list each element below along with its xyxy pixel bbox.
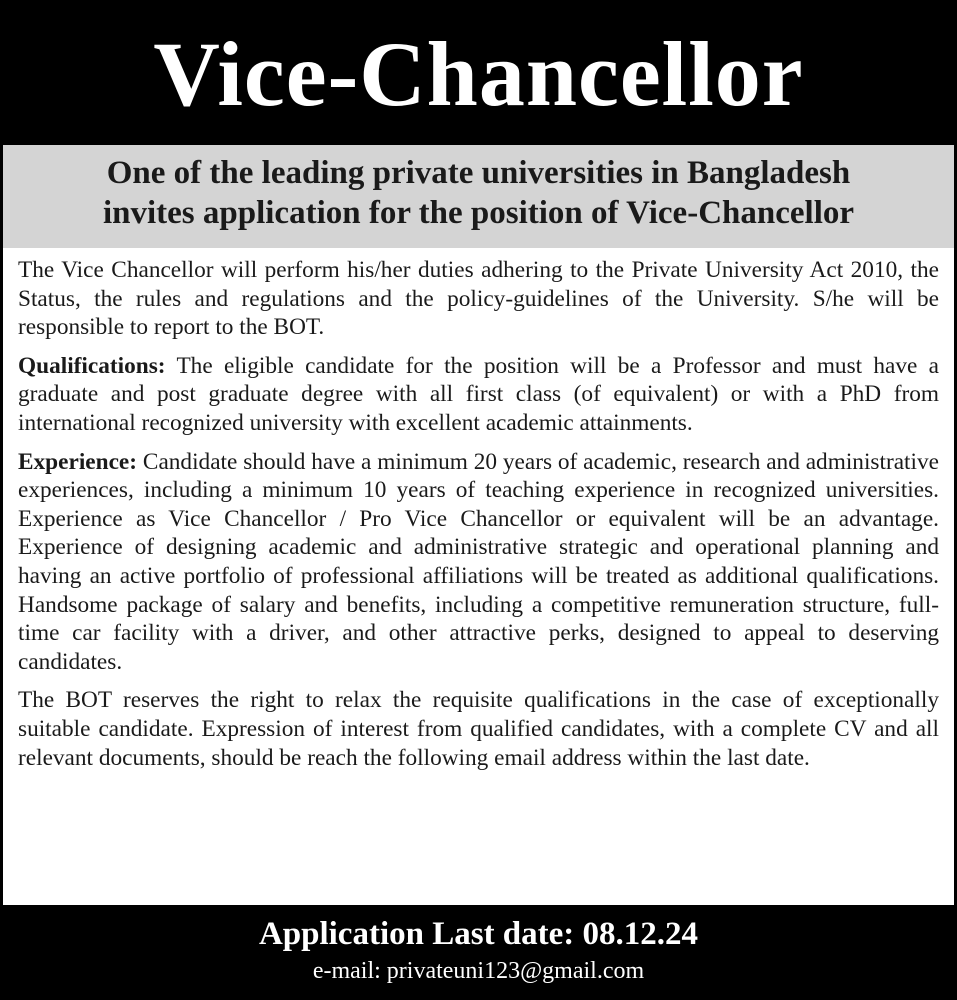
intro-paragraph: The Vice Chancellor will perform his/her duties adhering to the Private University Act 2010, the Status, the rules and regulations and the policy-guidelines of the University. S/he will be responsible to report to the BOT. xyxy=(18,257,939,341)
advertisement-body xyxy=(3,248,954,906)
qualifications-text: The eligible candidate for the position will be a Professor and must have a graduate and post graduate degree with all first class (of equivalent) or with a PhD from international recognized university with excellent academic attainments. xyxy=(18,352,940,436)
closing-paragraph: The BOT reserves the right to relax the requisite qualifications in the case of exceptionally suitable candidate. Expression of interest from qualified candidates, with a complete CV and all relevant documents, should be reach the following email address within the last date. xyxy=(18,687,939,771)
subtitle-line-1: One of the leading private universities in Bangladesh xyxy=(106,155,851,191)
experience-paragraph xyxy=(18,448,939,677)
subtitle-banner xyxy=(3,145,954,248)
experience-text: Candidate should have a minimum 20 years of academic, research and administrative experiences, including a minimum 10 years of teaching experience in recognized universities. Experience as Vice Chancellor / Pro Vice Chancellor or equivalent will be an advantage. Experience of designing academic and administrative strategic and operational planning and having an active portfolio of professional affiliations will be treated as additional qualifications. Handsome package of salary and benefits, including a competitive remuneration structure, full-time car facility with a driver, and other attractive perks, designed to appeal to deserving candidates. xyxy=(18,448,939,675)
footer-banner xyxy=(3,905,954,997)
qualifications-label: Qualifications: xyxy=(18,352,166,379)
page-title: Vice-Chancellor xyxy=(153,23,804,125)
qualifications-paragraph xyxy=(18,352,939,438)
experience-label: Experience: xyxy=(18,448,138,475)
title-banner xyxy=(3,3,954,145)
contact-email: e-mail: privateuni123@gmail.com xyxy=(312,958,645,984)
subtitle-line-2: invites application for the position of Vice-Chancellor xyxy=(102,195,855,231)
application-last-date: Application Last date: 08.12.24 xyxy=(258,916,699,952)
